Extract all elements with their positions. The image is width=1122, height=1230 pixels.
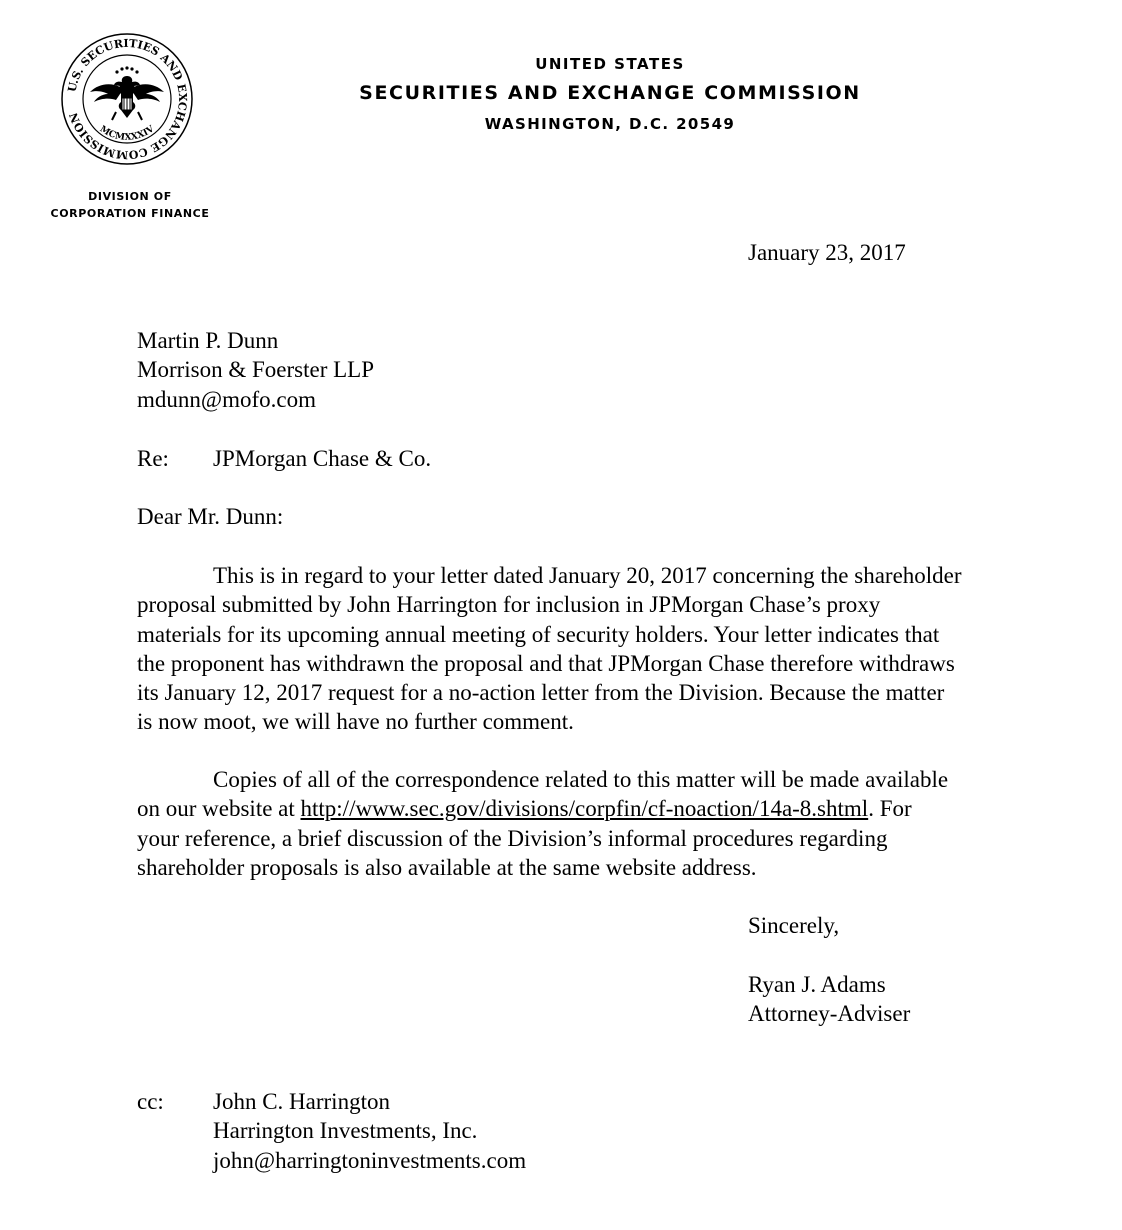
recipient-address (137, 326, 374, 414)
signature-block (748, 970, 910, 1029)
closing: Sincerely, (748, 913, 840, 938)
p1-line: the proponent has withdrawn the proposal and that JPMorgan Chase therefore withdraws (137, 650, 955, 676)
p1-line: This is in regard to your letter dated January 20, 2017 concerning the shareholder (213, 563, 962, 588)
division-block (30, 188, 230, 222)
recipient-email: mdunn@mofo.com (137, 386, 316, 412)
stars-icon (115, 66, 138, 73)
p2-line: shareholder proposals is also available at the same website address. (137, 854, 757, 880)
p2-line: on our website at http://www.sec.gov/divisions/corpfin/cf-noaction/14a-8.shtml. For (137, 796, 912, 822)
p1-line: proposal submitted by John Harrington for inclusion in JPMorgan Chase’s proxy (137, 592, 881, 618)
p2-line: your reference, a brief discussion of the Division’s informal procedures regarding (137, 825, 888, 851)
cc-block (213, 1087, 526, 1175)
body-paragraph-2 (137, 765, 1057, 882)
body-paragraph-1 (137, 561, 1057, 737)
p1-line: is now moot, we will have no further comment. (137, 709, 574, 735)
p2-line: Copies of all of the correspondence related to this matter will be made available (213, 767, 949, 792)
cc-email: john@harringtoninvestments.com (213, 1147, 527, 1173)
seal-year-text: MCMXXXIV (97, 124, 157, 143)
letterhead-agency: SECURITIES AND EXCHANGE COMMISSION (359, 82, 861, 104)
letter-date: January 23, 2017 (748, 240, 906, 265)
eagle-icon (90, 76, 164, 120)
noaction-website-link[interactable]: http://www.sec.gov/divisions/corpfin/cf-noaction/14a-8.shtml (300, 796, 869, 822)
letterhead-country: UNITED STATES (535, 55, 685, 73)
division-line-1: DIVISION OF (88, 190, 172, 203)
sec-seal (60, 32, 194, 166)
recipient-name: Martin P. Dunn (137, 328, 279, 353)
cc-firm: Harrington Investments, Inc. (213, 1118, 478, 1144)
cc-name: John C. Harrington (213, 1089, 390, 1114)
letterhead-address: WASHINGTON, D.C. 20549 (484, 115, 736, 133)
signer-name: Ryan J. Adams (748, 972, 886, 997)
p1-line: materials for its upcoming annual meeting of security holders. Your letter indicates that (137, 621, 940, 647)
signer-title: Attorney-Adviser (748, 1001, 911, 1027)
salutation: Dear Mr. Dunn: (137, 504, 284, 529)
p1-line: its January 12, 2017 request for a no-action letter from the Division. Because the matter (137, 680, 945, 706)
seal-emblem (60, 32, 194, 166)
recipient-firm: Morrison & Foerster LLP (137, 357, 375, 383)
cc-label: cc: (137, 1089, 164, 1114)
division-line-2: CORPORATION FINANCE (50, 207, 210, 220)
re-label: Re: (137, 446, 169, 471)
svg-text:MCMXXXIV (98, 124, 157, 143)
re-subject: JPMorgan Chase & Co. (213, 446, 432, 471)
seal-ring-text: U.S. SECURITIES AND EXCHANGE COMMISSION (65, 36, 190, 162)
